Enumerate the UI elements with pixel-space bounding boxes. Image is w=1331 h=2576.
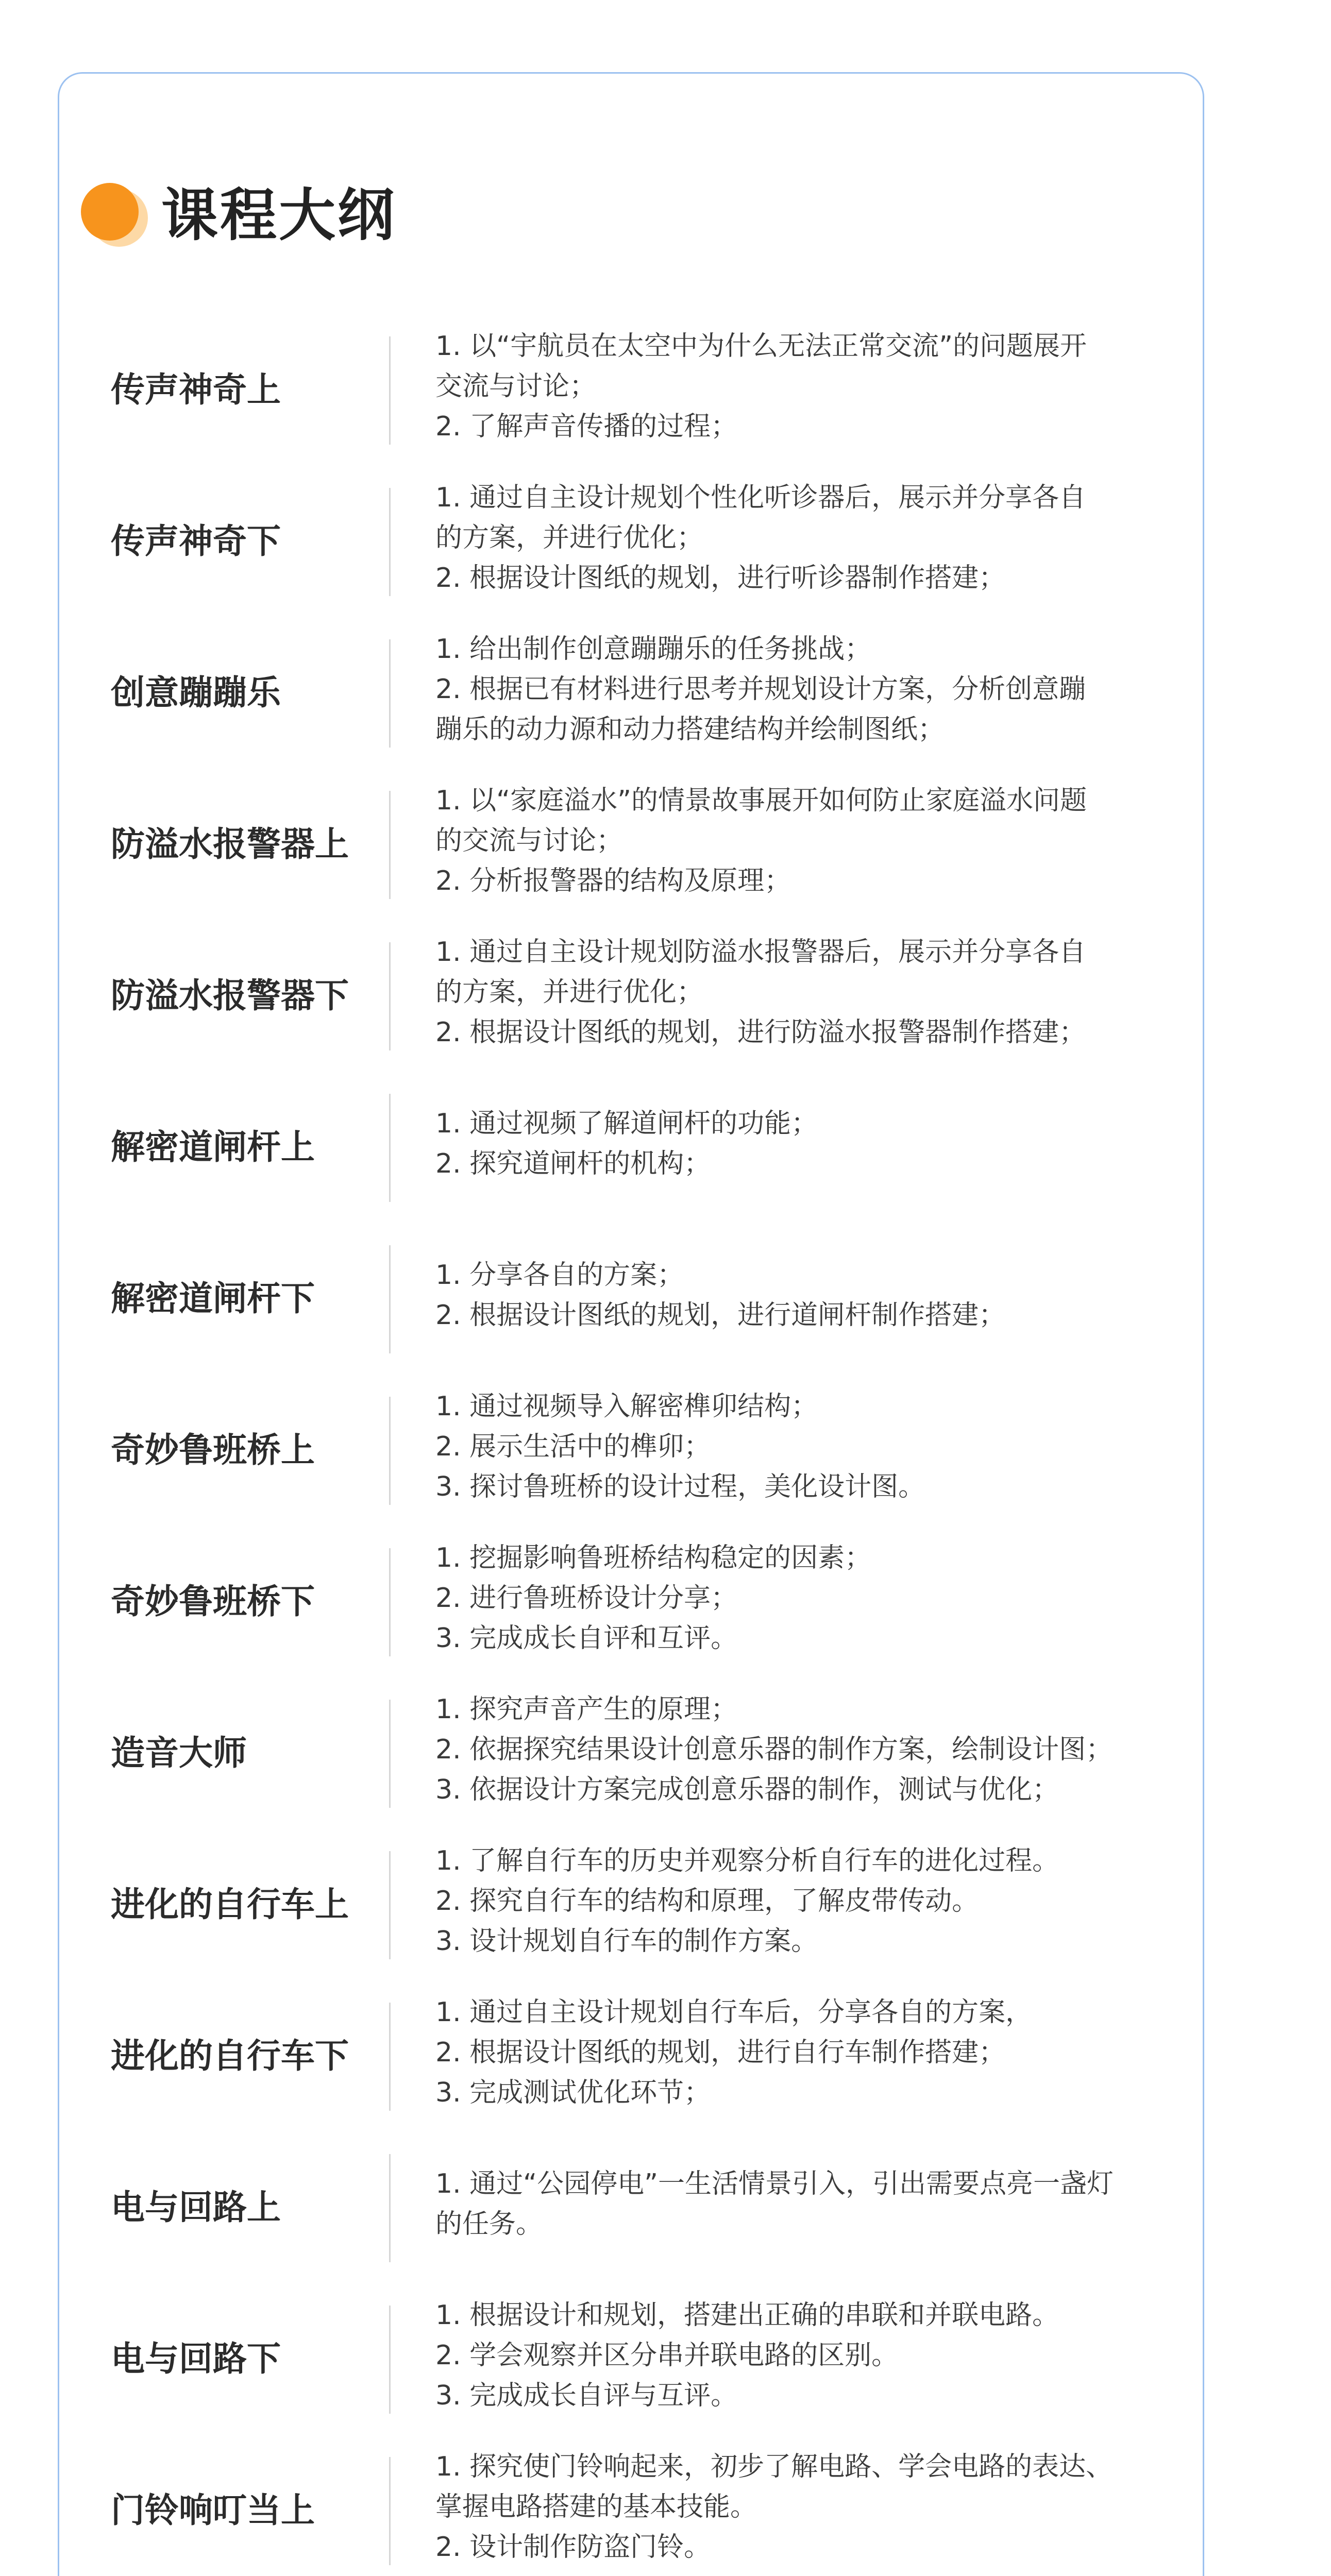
description-line: 3. 完成成长自评和互评。 [435,1623,738,1654]
course-list [59,311,1203,2576]
course-row [59,2128,1203,2280]
description-line: 1. 通过自主设计规划防溢水报警器后，展示并分享各自 [435,937,1086,968]
course-row [59,2280,1203,2431]
description-line: 1. 通过自主设计规划个性化听诊器后，展示并分享各自 [435,482,1086,513]
course-row [59,1371,1203,1522]
description-line: 3. 依据设计方案完成创意乐器的制作，测试与优化； [435,1774,1059,1805]
description-line: 2. 依据探究结果设计创意乐器的制作方案，绘制设计图； [435,1734,1113,1765]
course-description [435,765,1177,917]
course-title: 奇妙鲁班桥上 [111,1430,315,1470]
course-title: 传声神奇下 [111,521,281,561]
row-divider [389,1851,391,1959]
row-divider [389,2003,391,2111]
course-title: 解密道闸杆下 [111,1278,315,1318]
course-title: 传声神奇上 [111,369,281,410]
course-description [435,1977,1177,2128]
course-description [435,917,1177,1068]
description-line: 2. 根据设计图纸的规划，进行听诊器制作搭建； [435,563,1006,594]
course-row [59,1825,1203,1977]
description-line: 3. 探讨鲁班桥的设计过程，美化设计图。 [435,1471,925,1502]
description-line: 2. 探究道闸杆的机构； [435,1148,711,1179]
course-description [435,1674,1177,1825]
course-description [435,2280,1177,2431]
description-line: 的交流与讨论； [435,825,624,856]
course-row [59,614,1203,765]
course-row [59,1977,1203,2128]
row-divider [389,2457,391,2565]
description-line: 的任务。 [435,2209,543,2240]
description-line: 2. 学会观察并区分串并联电路的区别。 [435,2340,899,2371]
course-title: 门铃响叮当上 [111,2490,315,2530]
description-line: 掌握电路搭建的基本技能。 [435,2492,757,2522]
course-title: 电与回路上 [111,2187,281,2227]
description-line: 1. 给出制作创意蹦蹦乐的任务挑战； [435,634,872,665]
description-line: 2. 根据已有材料进行思考并规划设计方案，分析创意蹦 [435,674,1086,705]
syllabus-header [75,177,538,254]
row-divider [389,639,391,748]
row-divider [389,1094,391,1202]
description-line: 1. 挖掘影响鲁班桥结构稳定的因素； [435,1543,872,1573]
row-divider [389,488,391,596]
description-line: 1. 探究声音产生的原理； [435,1694,738,1725]
course-row [59,1522,1203,1674]
page-title: 课程大纲 [161,182,396,248]
course-title: 进化的自行车下 [111,2036,349,2076]
description-line: 2. 探究自行车的结构和原理，了解皮带传动。 [435,1886,979,1917]
course-title: 进化的自行车上 [111,1884,349,1924]
description-line: 1. 分享各自的方案； [435,1260,684,1291]
course-description [435,614,1177,765]
course-title: 解密道闸杆上 [111,1127,315,1167]
description-line: 的方案，并进行优化； [435,522,704,553]
row-divider [389,791,391,899]
row-divider [389,1245,391,1353]
row-divider [389,1397,391,1505]
description-line: 3. 完成成长自评与互评。 [435,2380,738,2411]
row-divider [389,2306,391,2414]
course-description [435,1219,1177,1371]
course-row [59,462,1203,614]
course-description [435,1825,1177,1977]
description-line: 1. 根据设计和规划，搭建出正确的串联和并联电路。 [435,2300,1059,2331]
description-line: 2. 根据设计图纸的规划，进行自行车制作搭建； [435,2037,1006,2068]
description-line: 1. 通过视频导入解密榫卯结构； [435,1391,818,1422]
row-divider [389,1700,391,1808]
course-title: 创意蹦蹦乐 [111,672,281,713]
course-description [435,1068,1177,1219]
description-line: 1. 了解自行车的历史并观察分析自行车的进化过程。 [435,1845,1059,1876]
description-line: 2. 分析报警器的结构及原理； [435,866,791,896]
course-description [435,2128,1177,2280]
course-description [435,462,1177,614]
course-description [435,2431,1177,2576]
course-description [435,1371,1177,1522]
course-description [435,311,1177,462]
description-line: 1. 以“家庭溢水”的情景故事展开如何防止家庭溢水问题 [435,785,1087,816]
description-line: 1. 通过视频了解道闸杆的功能； [435,1108,818,1139]
course-description [435,1522,1177,1674]
syllabus-card [58,72,1204,2576]
course-title: 防溢水报警器上 [111,824,349,864]
description-line: 3. 设计规划自行车的制作方案。 [435,1926,818,1957]
description-line: 2. 根据设计图纸的规划，进行道闸杆制作搭建； [435,1300,1006,1331]
description-line: 2. 了解声音传播的过程； [435,411,738,442]
description-line: 的方案，并进行优化； [435,977,704,1008]
course-row [59,1219,1203,1371]
description-line: 2. 根据设计图纸的规划，进行防溢水报警器制作搭建； [435,1017,1086,1048]
row-divider [389,1548,391,1656]
course-row [59,311,1203,462]
row-divider [389,942,391,1050]
course-row [59,1068,1203,1219]
description-line: 1. 通过“公园停电”一生活情景引入，引出需要点亮一盏灯 [435,2168,1114,2199]
course-title: 防溢水报警器下 [111,975,349,1015]
description-line: 蹦乐的动力源和动力搭建结构并绘制图纸； [435,714,945,745]
course-title: 电与回路下 [111,2338,281,2379]
row-divider [389,2154,391,2262]
orange-circle-dot [81,183,139,241]
description-line: 交流与讨论； [435,371,597,402]
course-row [59,765,1203,917]
course-title: 造音大师 [111,1733,247,1773]
row-divider [389,336,391,445]
description-line: 1. 以“宇航员在太空中为什么无法正常交流”的问题展开 [435,331,1087,362]
description-line: 2. 展示生活中的榫卯； [435,1431,711,1462]
description-line: 3. 完成测试优化环节； [435,2077,711,2108]
description-line: 2. 设计制作防盗门铃。 [435,2532,711,2563]
course-row [59,2431,1203,2576]
description-line: 2. 进行鲁班桥设计分享； [435,1583,738,1614]
course-row [59,1674,1203,1825]
course-row [59,917,1203,1068]
course-title: 奇妙鲁班桥下 [111,1581,315,1621]
description-line: 1. 探究使门铃响起来，初步了解电路、学会电路的表达、 [435,2451,1113,2482]
orange-circle-icon [75,177,152,254]
description-line: 1. 通过自主设计规划自行车后，分享各自的方案， [435,1997,1033,2028]
